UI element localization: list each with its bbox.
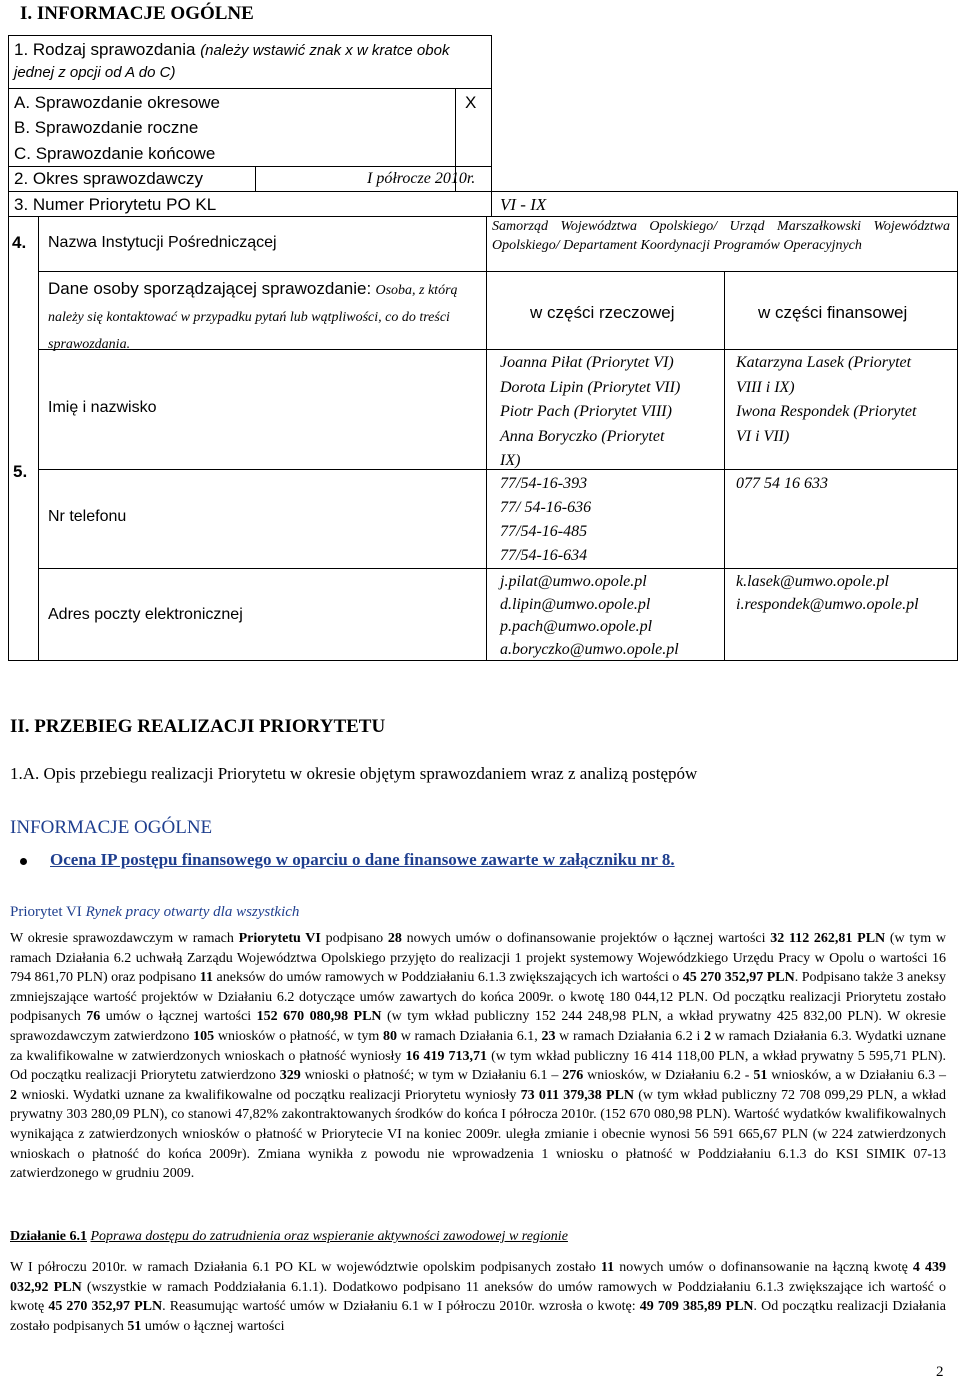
emphasis: 2 [704,1028,712,1044]
emphasis: 45 270 352,97 PLN [48,1299,163,1315]
bullet-icon [20,858,27,865]
page-number: 2 [936,1364,944,1380]
priority-heading: Priorytet VI Rynek pracy otwarty dla wszystkich [10,904,300,920]
emphasis: 45 270 352,97 PLN [682,970,795,986]
period-label: 2. Okres sprawozdawczy [14,169,203,188]
option-b: B. Sprawozdanie roczne [14,118,199,137]
emphasis: 28 [387,931,402,946]
info-heading: INFORMACJE OGÓLNE [10,817,213,838]
row-4-number: 4. [12,233,27,252]
institution-label: Nazwa Instytucji Pośredniczącej [48,234,277,251]
emphasis: 16 419 713,71 [405,1048,488,1064]
emphasis: 11 [199,970,214,986]
emphasis: 49 709 385,89 PLN [639,1299,754,1315]
emphasis: Priorytetu VI [238,931,321,946]
section-heading-1: I. INFORMACJE OGÓLNE [20,3,254,24]
names-rzeczowa: Joanna Piłat (Priorytet VI) Dorota Lipin (Priorytet VII) Piotr Pach (Priorytet VIII) Anna Boryczko (Priorytet IX) [500,354,681,469]
col-finansowa: w części finansowej [758,303,908,322]
row-phone-label: Nr telefonu [48,508,127,525]
phones-finansowa: 077 54 16 633 [736,475,828,492]
emphasis: 329 [279,1068,301,1084]
emphasis: 152 670 080,98 PLN [256,1009,382,1025]
emphasis: 2 [10,1087,17,1103]
row-name-label: Imię i nazwisko [48,399,157,416]
section-heading-2: II. PRZEBIEG REALIZACJI PRIORYTETU [10,716,386,737]
action-paragraph: W I półroczu 2010r. w ramach Działania 6.1 PO KL w województwie opolskim podpisanych zostało 11 nowych umów o dofinansowanie na łączną kwotę 4 439 032,92 PLN (wszystkie w ramach Poddziałania 6.1.1). Dodatkowo podpisano 11 aneksów do umów ramowych w Poddziałaniu 6.1.3 zwiększające ich wartość o kwotę 45 270 352,97 PLN. Reasumując wartość umów w Działaniu 6.1 w I półroczu 2010r. wzrosła o kwotę: 49 709 385,89 PLN. Od początku realizacji Działania zostało podpisanych 51 umów o łącznej wartości [10,1260,947,1334]
emphasis: 80 [382,1028,397,1044]
period-value[interactable]: I półrocze 2010r. [367,170,476,187]
priority-paragraph: W okresie sprawozdawczym w ramach Priorytetu VI podpisano 28 nowych umów o dofinansowanie projektów o łącznej wartości 32 112 262,81 PLN (w tym w ramach Działania 6.2 uchwałą Zarządu Województwa Opolskiego przyjęto do realizacji 1 projekt systemowy Wojewódzkiego Urzędu Pracy w Opolu o wartości 16 794 861,70 PLN) oraz podpisano 11 aneksów do umów ramowych w Poddziałaniu 6.1.3 zwiększających ich wartości o 45 270 352,97 PLN. Podpisano także 3 aneksy zmniejszające wartość projektów w Działaniu 6.2 dotyczące umów zawartych do końca 2009r. o kwotę 180 044,12 PLN. Od początku realizacji Priorytetu zostało podpisanych 76 umów o łącznej wartości 152 670 080,98 PLN (w tym wkład publiczny 152 244 248,98 PLN, a wkład prywatny 425 832,00 PLN). W okresie sprawozdawczym zatwierdzono 105 wniosków o płatność, w tym 80 w ramach Działania 6.1, 23 w ramach Działania 6.2 i 2 w ramach Działania 6.3. Wydatki uznane za kwalifikowalne w zatwierdzonych wnioskach o płatność wyniosły 16 419 713,71 (w tym wkład publiczny 16 414 118,00 PLN, a wkład prywatny 5 595,71 PLN). Od początku realizacji Priorytetu zatwierdzono 329 wnioski o płatność; w tym w Działaniu 6.1 – 276 wniosków, w Działaniu 6.2 - 51 wniosków, a w Działaniu 6.3 – 2 wnioski. Wydatki uznane za kwalifikowalne od początku realizacji Priorytetu wyniosły 73 011 379,38 PLN (w tym wkład publiczny 72 708 099,29 PLN, a wkład prywatny 303 280,09 PLN), co stanowi 47,82% zakontraktowanych środków do końca I półrocza 2010r. (152 670 080,98 PLN). Wartość wydatków kwalifikowalnych wynikająca z zatwierdzonych wniosków o płatność w Priorytecie VI na koniec 2009r. uległa zmianie i obecnie wynosi 56 591 665,67 PLN (w 224 zatwierdzonych wnioskach o płatność do końca 2009r). Zmiana wynikła z powodu nie wprowadzenia 1 wniosku o płatność w Poddziałaniu 6.1.3 do KSI SIMIK 07-13 zatwierdzonego w grudniu 2009. [10,931,947,1182]
option-a-mark[interactable]: X [465,93,477,112]
row-5-number: 5. [13,462,28,481]
subsection-1a: 1.A. Opis przebiegu realizacji Priorytetu w okresie objętym sprawozdaniem wraz z analizą postępów [10,764,698,783]
report-type-label: 1. Rodzaj sprawozdania (należy wstawić znak x w kratce obok jednej z opcji od A do C) [14,40,450,81]
emphasis: 105 [193,1028,215,1044]
emphasis: 11 [600,1260,615,1275]
option-c: C. Sprawozdanie końcowe [14,144,216,163]
emails-rzeczowa: j.pilat@umwo.opole.pl d.lipin@umwo.opole.pl p.pach@umwo.opole.pl a.boryczko@umwo.opole.pl [500,573,679,658]
institution-value[interactable]: Samorząd Województwa Opolskiego/ Urząd Marszałkowski Województwa Opolskiego/ Departament Koordynacji Programów Operacyjnych [492,219,950,253]
emphasis: 76 [86,1009,101,1025]
emphasis: 276 [562,1068,584,1084]
preparer-header: Dane osoby sporządzającej sprawozdanie: Osoba, z którą należy się kontaktować w przypadku pytań lub wątpliwości, co do treści sprawozdania. [48,279,458,352]
phones-rzeczowa: 77/54-16-393 77/ 54-16-636 77/54-16-485 77/54-16-634 [500,475,592,564]
row-email-label: Adres poczty elektronicznej [48,606,243,623]
emphasis: 73 011 379,38 PLN [520,1087,634,1103]
financial-progress-link[interactable]: Ocena IP postępu finansowego w oparciu o dane finansowe zawarte w załączniku nr 8. [50,850,675,869]
priority-number-value[interactable]: VI - IX [500,195,547,214]
emphasis: 32 112 262,81 PLN [770,931,886,946]
emails-finansowa: k.lasek@umwo.opole.pl i.respondek@umwo.opole.pl [736,573,919,613]
emphasis: 51 [753,1068,768,1084]
emphasis: 4 439 032,92 PLN [10,1260,946,1295]
priority-number-label: 3. Numer Priorytetu PO KL [14,195,217,214]
emphasis: 23 [541,1028,556,1044]
option-a: A. Sprawozdanie okresowe [14,93,221,112]
emphasis: 51 [127,1318,142,1334]
names-finansowa: Katarzyna Lasek (Priorytet VIII i IX) Iwona Respondek (Priorytet VI i VII) [736,354,917,445]
action-heading: Działanie 6.1 Poprawa dostępu do zatrudnienia oraz wspieranie aktywności zawodowej w regionie [10,1229,568,1244]
col-rzeczowa: w części rzeczowej [530,303,675,322]
